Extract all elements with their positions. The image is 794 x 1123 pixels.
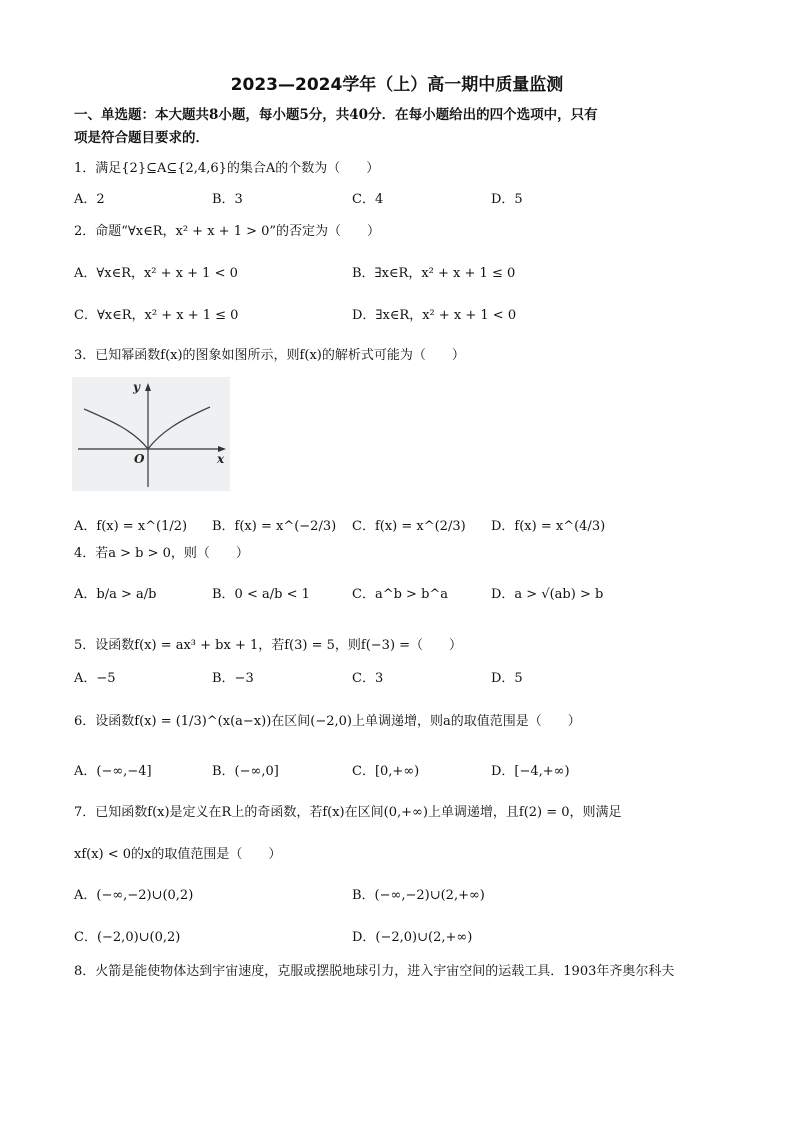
q4-option-d: D．a > √(ab) > b xyxy=(491,587,604,602)
q7-option-d: D．(−2,0)∪(2,+∞) xyxy=(352,930,473,945)
q5-option-c: C．3 xyxy=(352,671,384,686)
y-axis-arrow-icon xyxy=(145,383,151,391)
q7-option-a: A．(−∞,−2)∪(0,2) xyxy=(74,888,194,903)
q4-option-c: C．a^b > b^a xyxy=(352,587,449,602)
q2-option-c: C．∀x∈R，x² + x + 1 ≤ 0 xyxy=(74,308,239,323)
q3-option-c: C．f(x) = x^(2/3) xyxy=(352,519,466,534)
q7-option-c: C．(−2,0)∪(0,2) xyxy=(74,930,181,945)
q1-option-a: A．2 xyxy=(74,192,105,207)
q4-option-b: B．0 < a/b < 1 xyxy=(212,587,310,602)
q4-option-a: A．b/a > a/b xyxy=(74,587,157,602)
section-heading-line1: 一、单选题：本大题共8小题，每小题5分，共40分．在每小题给出的四个选项中，只有 xyxy=(74,107,598,123)
question-2-stem: 2．命题“∀x∈R，x² + x + 1 > 0”的否定为（ ） xyxy=(74,224,381,239)
q6-option-d: D．[−4,+∞) xyxy=(491,764,570,779)
q5-option-b: B．−3 xyxy=(212,671,254,686)
q1-option-c: C．4 xyxy=(352,192,384,207)
origin-label: O xyxy=(134,452,145,466)
question-1-stem: 1．满足{2}⊆A⊆{2,4,6}的集合A的个数为（ ） xyxy=(74,161,380,176)
q2-option-d: D．∃x∈R，x² + x + 1 < 0 xyxy=(352,308,517,323)
q2-option-b: B．∃x∈R，x² + x + 1 ≤ 0 xyxy=(352,266,516,281)
q6-option-a: A．(−∞,−4] xyxy=(74,764,152,779)
question-7-stem-line2: xf(x) < 0的x的取值范围是（ ） xyxy=(74,847,282,862)
question-5-stem: 5．设函数f(x) = ax³ + bx + 1，若f(3) = 5，则f(−3) =（ ） xyxy=(74,638,463,653)
q3-option-d: D．f(x) = x^(4/3) xyxy=(491,519,606,534)
x-axis-label: x xyxy=(217,452,225,466)
question-4-stem: 4．若a > b > 0，则（ ） xyxy=(74,546,249,561)
q1-option-d: D．5 xyxy=(491,192,523,207)
question-6-stem: 6．设函数f(x) = (1/3)^(x(a−x))在区间(−2,0)上单调递增，则a的取值范围是（ ） xyxy=(74,714,581,729)
question-3-stem: 3．已知幂函数f(x)的图象如图所示，则f(x)的解析式可能为（ ） xyxy=(74,348,465,363)
q3-option-b: B．f(x) = x^(−2/3) xyxy=(212,519,337,534)
page-title: 2023—2024学年（上）高一期中质量监测 xyxy=(230,75,564,95)
function-curve xyxy=(84,407,210,449)
q5-option-a: A．−5 xyxy=(74,671,116,686)
y-axis-label: y xyxy=(133,380,140,394)
q6-option-c: C．[0,+∞) xyxy=(352,764,420,779)
question-7-stem: 7．已知函数f(x)是定义在R上的奇函数，若f(x)在区间(0,+∞)上单调递增，且f(2) = 0，则满足 xyxy=(74,805,622,820)
q2-option-a: A．∀x∈R，x² + x + 1 < 0 xyxy=(74,266,238,281)
section-heading-line2: 项是符合题目要求的． xyxy=(74,130,209,146)
q3-option-a: A．f(x) = x^(1/2) xyxy=(74,519,188,534)
q5-option-d: D．5 xyxy=(491,671,523,686)
power-function-graph xyxy=(72,377,230,491)
q1-option-b: B．3 xyxy=(212,192,243,207)
question-8-stem: 8．火箭是能使物体达到宇宙速度，克服或摆脱地球引力，进入宇宙空间的运载工具．1903年齐奥尔科夫 xyxy=(74,964,675,979)
graph-svg xyxy=(72,377,230,491)
q7-option-b: B．(−∞,−2)∪(2,+∞) xyxy=(352,888,485,903)
q6-option-b: B．(−∞,0] xyxy=(212,764,279,779)
